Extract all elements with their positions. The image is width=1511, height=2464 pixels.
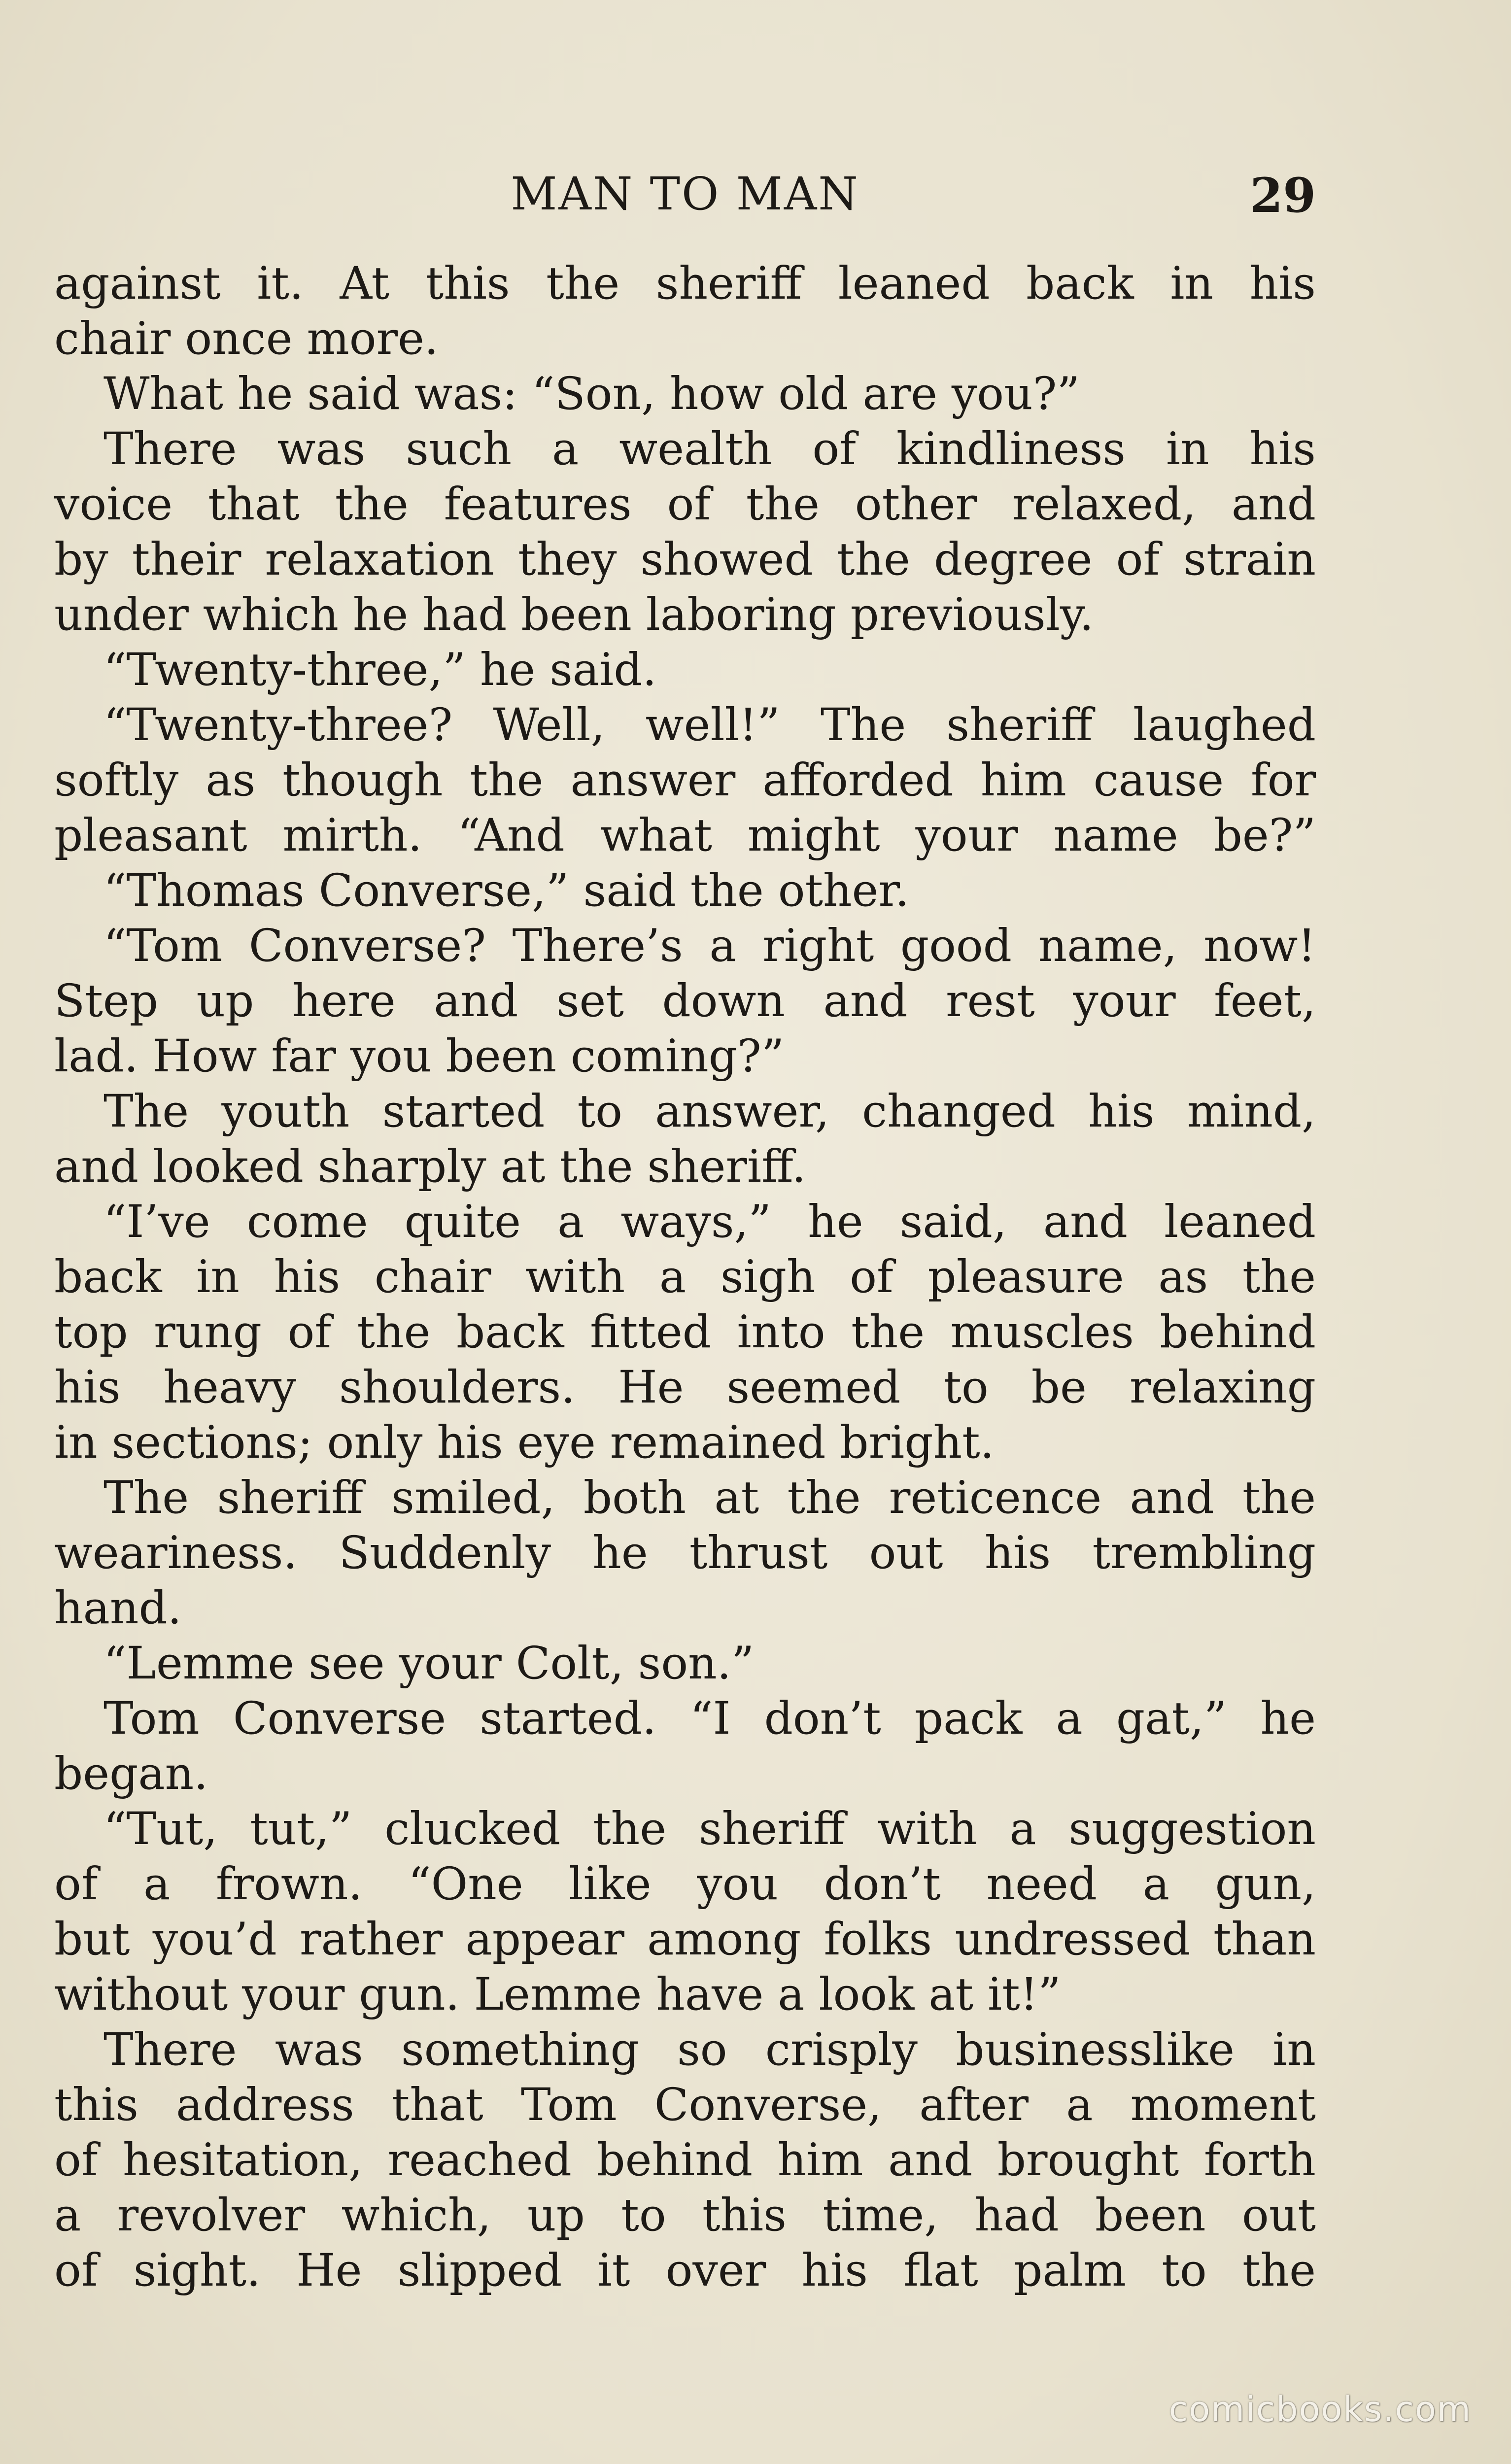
text-line: lad. How far you been coming?” — [54, 1030, 785, 1082]
text-line: back in his chair with a sigh of pleasure as the — [54, 1251, 1316, 1303]
text-line: “Twenty-three,” he said. — [103, 644, 657, 696]
text-line: “Lemme see your Colt, son.” — [103, 1638, 755, 1689]
text-line: under which he had been laboring previously. — [54, 589, 1094, 641]
page-number: 29 — [1250, 168, 1316, 223]
text-line: What he said was: “Son, how old are you?” — [103, 368, 1080, 420]
body-text — [54, 256, 1316, 2298]
text-line: but you’d rather appear among folks undressed than — [54, 1914, 1316, 1965]
text-line: of hesitation, reached behind him and brought forth — [54, 2134, 1316, 2186]
text-line: There was such a wealth of kindliness in his — [103, 423, 1316, 475]
text-line: weariness. Suddenly he thrust out his trembling — [54, 1527, 1316, 1579]
text-line: this address that Tom Converse, after a moment — [54, 2079, 1316, 2131]
text-line: softly as though the answer afforded him cause for — [54, 754, 1316, 806]
watermark: comicbooks.com — [1168, 2389, 1472, 2430]
text-line: “Thomas Converse,” said the other. — [103, 865, 909, 917]
text-line: without your gun. Lemme have a look at it!” — [54, 1969, 1061, 2020]
text-line: top rung of the back fitted into the muscles behind — [54, 1306, 1316, 1358]
running-title: MAN TO MAN — [511, 168, 859, 220]
text-line: The youth started to answer, changed his mind, — [103, 1086, 1316, 1137]
text-line: pleasant mirth. “And what might your name be?” — [54, 810, 1316, 861]
text-line: against it. At this the sheriff leaned back in his — [54, 258, 1316, 309]
text-line: Step up here and set down and rest your feet, — [54, 975, 1316, 1027]
text-line: in sections; only his eye remained bright. — [54, 1417, 995, 1469]
text-line: hand. — [54, 1582, 182, 1634]
text-line: chair once more. — [54, 313, 439, 365]
text-line: began. — [54, 1748, 208, 1800]
text-line: of sight. He slipped it over his flat palm to the — [54, 2245, 1316, 2296]
page-header — [54, 168, 1316, 237]
text-line: of a frown. “One like you don’t need a gun, — [54, 1858, 1316, 1910]
text-line: The sheriff smiled, both at the reticence and the — [103, 1472, 1316, 1524]
text-line: Tom Converse started. “I don’t pack a gat,” he — [103, 1693, 1316, 1745]
text-line: a revolver which, up to this time, had been out — [54, 2190, 1316, 2241]
text-line: “Tom Converse? There’s a right good name, now! — [103, 920, 1316, 972]
text-line: and looked sharply at the sheriff. — [54, 1141, 806, 1193]
text-line: by their relaxation they showed the degree of strain — [54, 534, 1316, 585]
text-line: voice that the features of the other relaxed, and — [54, 479, 1316, 530]
text-line: There was something so crisply businesslike in — [103, 2024, 1316, 2076]
text-line: “I’ve come quite a ways,” he said, and leaned — [103, 1196, 1316, 1248]
text-line: “Twenty-three? Well, well!” The sheriff laughed — [103, 699, 1316, 751]
text-line: his heavy shoulders. He seemed to be relaxing — [54, 1362, 1316, 1413]
text-line: “Tut, tut,” clucked the sheriff with a suggestion — [103, 1803, 1316, 1855]
